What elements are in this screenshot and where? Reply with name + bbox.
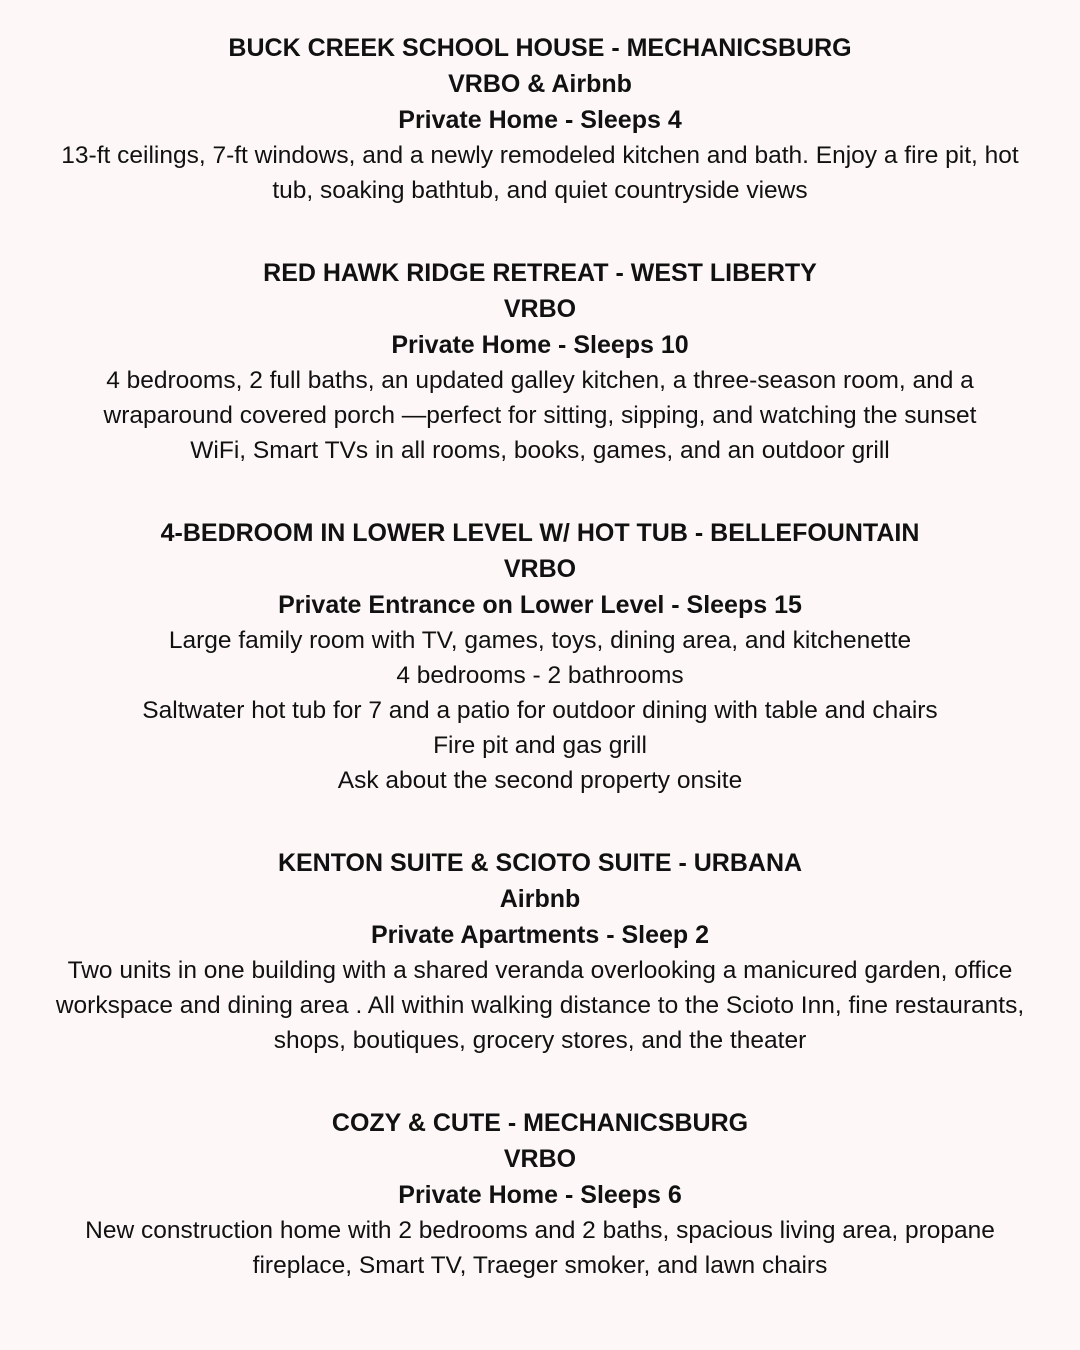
listing-title: COZY & CUTE - MECHANICSBURG [331, 1109, 749, 1137]
listing-subtitle: Private Home - Sleeps 6 [398, 1181, 682, 1209]
listing-description-line: New construction home with 2 bedrooms and 2 baths, spacious living area, propane [85, 1217, 995, 1244]
listing-description-line: Fire pit and gas grill [433, 732, 647, 759]
listing-description-line: Saltwater hot tub for 7 and a patio for outdoor dining with table and chairs [142, 697, 938, 724]
listing-platform: VRBO [503, 1145, 577, 1173]
listing-description-line: fireplace, Smart TV, Traeger smoker, and lawn chairs [252, 1252, 828, 1279]
listing-buck-creek [0, 30, 1080, 208]
listing-kenton-scioto [0, 845, 1080, 1058]
listing-red-hawk [0, 255, 1080, 468]
listing-subtitle: Private Home - Sleeps 4 [398, 106, 682, 134]
listing-description-line: tub, soaking bathtub, and quiet countryside views [272, 177, 808, 204]
listing-description-line: 4 bedrooms, 2 full baths, an updated galley kitchen, a three-season room, and a [106, 367, 974, 394]
listing-subtitle: Private Apartments - Sleep 2 [370, 921, 710, 949]
listing-description-line: Ask about the second property onsite [337, 767, 743, 794]
listing-title: BUCK CREEK SCHOOL HOUSE - MECHANICSBURG [228, 34, 852, 62]
listing-subtitle: Private Entrance on Lower Level - Sleeps 15 [278, 591, 802, 619]
listing-description-line: Two units in one building with a shared veranda overlooking a manicured garden, office [67, 957, 1013, 984]
listing-description-line: Large family room with TV, games, toys, dining area, and kitchenette [168, 627, 912, 654]
listing-title: RED HAWK RIDGE RETREAT - WEST LIBERTY [263, 259, 817, 287]
listing-platform: Airbnb [499, 885, 581, 913]
listing-platform: VRBO & Airbnb [448, 70, 632, 98]
listing-title: KENTON SUITE & SCIOTO SUITE - URBANA [277, 849, 803, 877]
listing-subtitle: Private Home - Sleeps 10 [391, 331, 689, 359]
listing-cozy-cute [0, 1105, 1080, 1283]
listing-description-line: 4 bedrooms - 2 bathrooms [396, 662, 684, 689]
listing-description-line: shops, boutiques, grocery stores, and the theater [273, 1027, 807, 1054]
listing-bellefountain [0, 515, 1080, 798]
listing-title: 4-BEDROOM IN LOWER LEVEL W/ HOT TUB - BELLEFOUNTAIN [160, 519, 920, 547]
listing-description-line: WiFi, Smart TVs in all rooms, books, games, and an outdoor grill [190, 437, 890, 464]
listing-description-line: 13-ft ceilings, 7-ft windows, and a newly remodeled kitchen and bath. Enjoy a fire pit, hot [61, 142, 1019, 169]
listing-description-line: workspace and dining area . All within walking distance to the Scioto Inn, fine restaurants, [55, 992, 1025, 1019]
listing-platform: VRBO [503, 295, 577, 323]
listing-description-line: wraparound covered porch —perfect for sitting, sipping, and watching the sunset [103, 402, 977, 429]
listing-platform: VRBO [503, 555, 577, 583]
